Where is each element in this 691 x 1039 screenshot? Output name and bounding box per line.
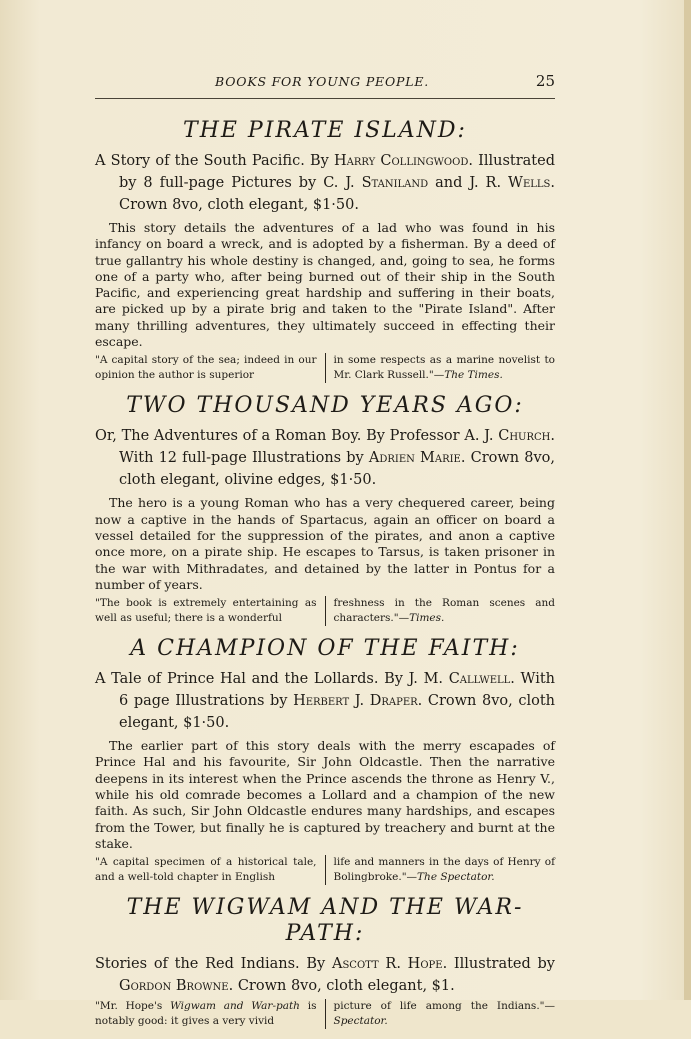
page-number: 25 (535, 72, 555, 90)
review-right-column: life and manners in the days of Henry of Bolingbroke."—The Spectator. (333, 856, 555, 884)
catalog-content (95, 112, 555, 1039)
press-review (95, 353, 555, 383)
review-source: The Spectator. (417, 871, 495, 884)
review-book-title: Wigwam and War-path (170, 1000, 300, 1013)
book-entry-wigwam-and-war-path (95, 895, 555, 1029)
book-title: THE PIRATE ISLAND: (183, 118, 467, 143)
illustrator-name: Gordon Browne (119, 978, 229, 995)
review-right-column: freshness in the Roman scenes and characters."—Times. (333, 597, 555, 625)
author-name: Ascott R. Hope (331, 956, 443, 973)
review-left-column: "Mr. Hope's Wigwam and War-path is notably good: it gives a very vivid (95, 999, 326, 1029)
book-description: Stories of the Red Indians. By Ascott R. Hope. Illustrated by Gordon Browne. Crown 8vo, cloth elegant, $1. (95, 956, 555, 995)
author-name: Callwell (448, 671, 511, 688)
review-left-column: "A capital specimen of a historical tale, and a well-told chapter in English (95, 855, 326, 885)
review-left-column: "The book is extremely entertaining as well as useful; there is a wonderful (95, 596, 326, 626)
header-title: BOOKS FOR YOUNG PEOPLE. (215, 74, 430, 89)
press-review (95, 999, 555, 1029)
press-review (95, 855, 555, 885)
review-left-column: "A capital story of the sea; indeed in our opinion the author is superior (95, 353, 326, 383)
review-source: The Times. (444, 369, 503, 382)
author-name: Harry Collingwood (334, 153, 469, 169)
book-description: A Story of the South Pacific. By Harry Collingwood. Illustrated by 8 full-page Pictures by C. J. Staniland and J. R. Wells. Crown 8vo, cloth elegant, $1·50. (95, 153, 555, 213)
book-entry-pirate-island (95, 118, 555, 383)
press-review (95, 596, 555, 626)
header-rule (95, 98, 555, 99)
illustrator-name: Staniland (361, 175, 429, 191)
page-edge (684, 0, 691, 1000)
book-title: A CHAMPION OF THE FAITH: (130, 636, 520, 662)
review-right-column: picture of life among the Indians."—Spectator. (333, 1000, 555, 1028)
illustrator-name: Adrien Marie (368, 450, 461, 467)
review-right-column: in some respects as a marine novelist to Mr. Clark Russell."—The Times. (333, 354, 555, 382)
book-description: Or, The Adventures of a Roman Boy. By Professor A. J. Church. With 12 full-page Illustrations by Adrien Marie. Crown 8vo, cloth elegant, olivine edges, $1·50. (95, 428, 555, 489)
illustrator-name: Wells (508, 175, 551, 191)
running-header (95, 74, 555, 92)
book-description: A Tale of Prince Hal and the Lollards. By J. M. Callwell. With 6 page Illustrations by Herbert J. Draper. Crown 8vo, cloth elegant, $1·50. (95, 671, 556, 732)
book-title: THE WIGWAM AND THE WAR-PATH: (126, 895, 524, 947)
author-name: Church (498, 428, 551, 445)
book-summary: This story details the adventures of a lad who was found in his infancy on board a wreck, and is adopted by a fisherman. By a deed of true gallantry his whole destiny is changed, and, going to sea, he forms one of a party who, after being burned out of their ship in the South Pacific, and experiencing great hardship and suffering in their boats, are picked up by a pirate brig and taken to the "Pirate Island". After many thrilling adventures, they ultimately succeed in effecting their escape. (95, 220, 555, 350)
book-summary: The hero is a young Roman who has a very chequered career, being now a captive in the hands of Spartacus, again an officer on board a vessel detailed for the suppression of the pirates, and anon a captive once more, on a pirate ship. He escapes to Tarsus, is taken prisoner in the war with Mithradates, and detained by the latter in Pontus for a number of years. (95, 495, 555, 592)
book-entry-champion-of-the-faith (95, 636, 555, 885)
illustrator-name: Herbert J. Draper (293, 693, 418, 710)
book-summary: The earlier part of this story deals with the merry escapades of Prince Hal and his favourite, Sir John Oldcastle. Then the narrative deepens in its interest when the Prince ascends the throne as Henry V., while his old comrade becomes a Lollard and a champion of the new faith. As such, Sir John Oldcastle endures many hardships, and escapes from the Tower, but finally he is captured by treachery and burnt at the stake. (95, 738, 555, 851)
review-source: Spectator. (333, 1015, 388, 1028)
book-title: TWO THOUSAND YEARS AGO: (126, 393, 524, 419)
book-entry-two-thousand-years-ago (95, 393, 555, 626)
review-source: Times. (409, 612, 445, 625)
